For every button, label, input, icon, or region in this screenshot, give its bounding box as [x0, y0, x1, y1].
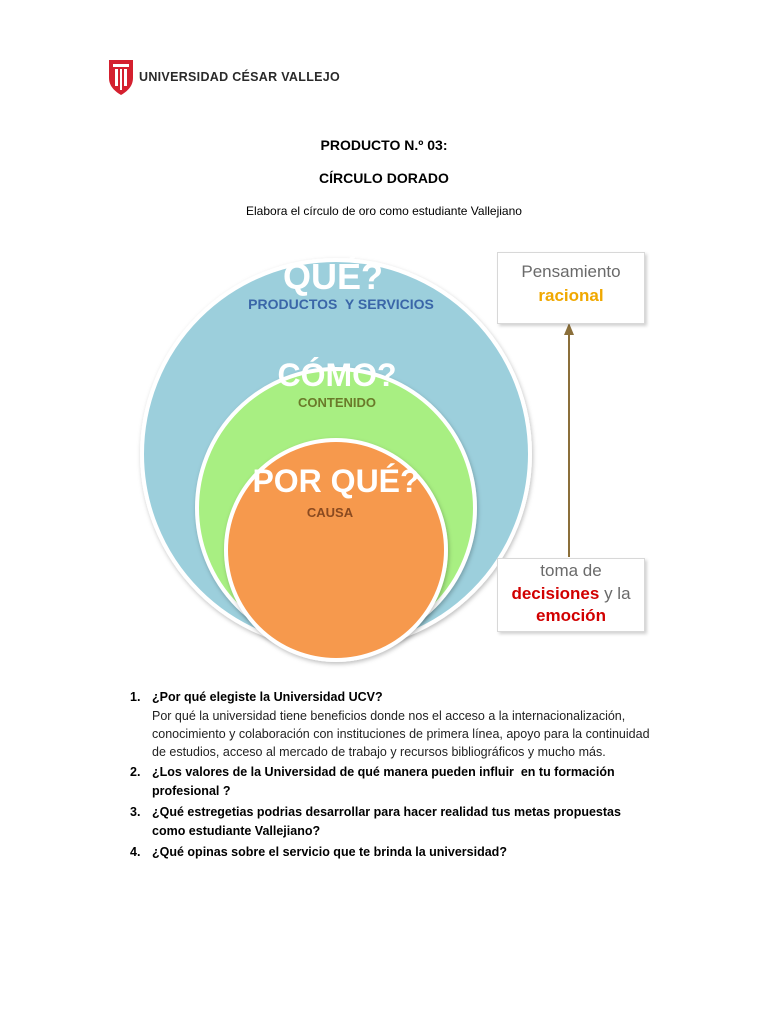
box-top-line1: Pensamiento	[521, 262, 621, 281]
question-number: 1.	[130, 690, 141, 704]
product-title: PRODUCTO N.º 03:	[320, 137, 448, 153]
decision-emotion-box	[497, 558, 645, 632]
box-top-line2: racional	[538, 286, 604, 305]
question-text: ¿Los valores de la Universidad de qué manera pueden influir en tu formación profesional ?	[152, 765, 619, 798]
question-item	[130, 688, 650, 761]
box-bottom-line3: emoción	[536, 606, 606, 625]
document-title: CÍRCULO DORADO	[319, 170, 449, 186]
question-item	[130, 763, 650, 801]
rational-thinking-box	[497, 252, 645, 324]
middle-heading: CÓMO?	[277, 357, 397, 393]
outer-label: PRODUCTOS Y SERVICIOS	[248, 296, 434, 312]
answer-text: Por qué la universidad tiene beneficios donde nos el acceso a la internacionalización, conocimiento y colaboración con instituciones de primera línea, apoyo para la continuidad de estudios, acceso al mercado de trabajo y recursos bibliográficos y mucho más.	[152, 709, 650, 759]
logo-text: UNIVERSIDAD CÉSAR VALLEJO	[139, 70, 341, 84]
decisions-word: decisiones	[511, 584, 600, 603]
box-bottom-line2	[498, 584, 644, 604]
question-list	[130, 688, 650, 864]
question-text: ¿Qué opinas sobre el servicio que te brinda la universidad?	[152, 845, 507, 859]
middle-label: CONTENIDO	[298, 395, 376, 410]
question-number: 2.	[130, 765, 141, 779]
arrow-head	[564, 323, 574, 335]
box-bottom-line1: toma de	[540, 561, 602, 580]
box-bottom-line2-rest: y la	[599, 584, 631, 603]
question-item	[130, 843, 650, 862]
question-number: 4.	[130, 845, 141, 859]
question-item	[130, 803, 650, 841]
question-number: 3.	[130, 805, 141, 819]
outer-heading: QUÉ?	[282, 256, 384, 297]
instructions: Elabora el círculo de oro como estudiante Vallejiano	[246, 204, 522, 218]
question-text: ¿Qué estregetias podrias desarrollar para hacer realidad tus metas propuestas como estudiante Vallejiano?	[152, 805, 621, 838]
inner-heading: POR QUÉ?	[252, 463, 420, 499]
inner-label: CAUSA	[306, 505, 354, 520]
question-text: ¿Por qué elegiste la Universidad UCV?	[152, 690, 383, 704]
